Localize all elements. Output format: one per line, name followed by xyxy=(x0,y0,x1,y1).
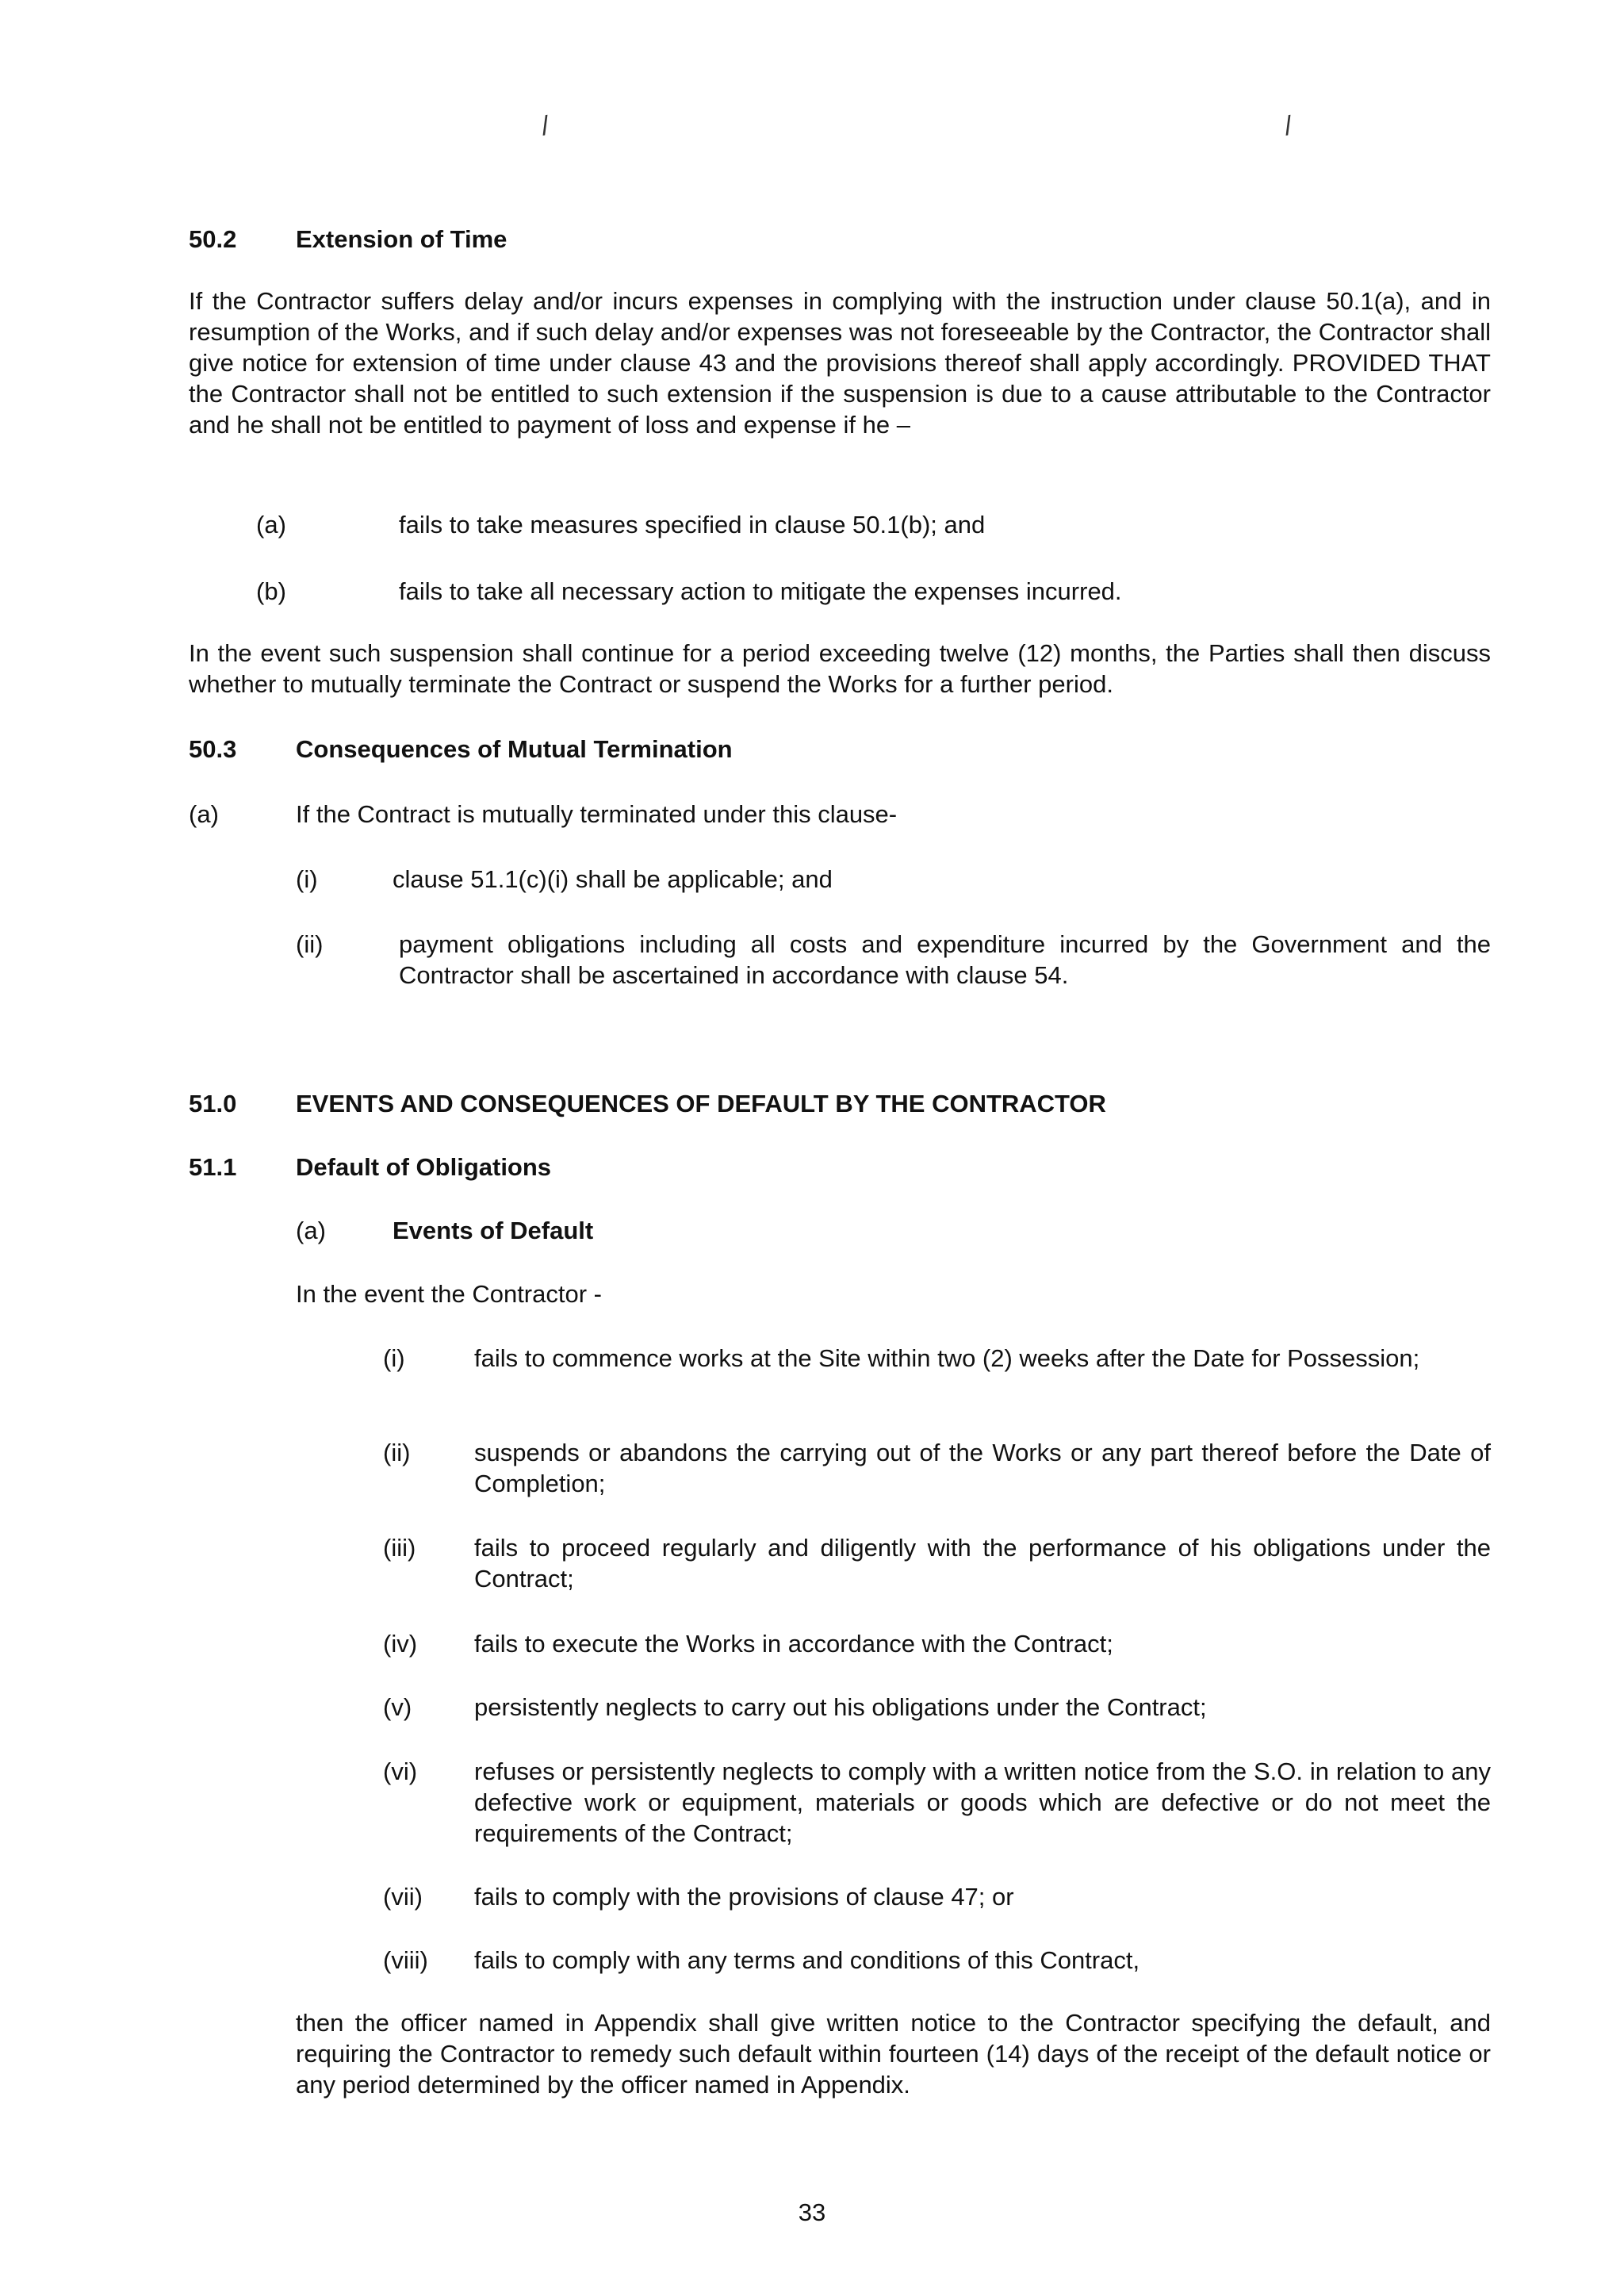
list-label: (a) xyxy=(189,800,219,828)
list-label: (b) xyxy=(256,577,286,605)
list-item: fails to take all necessary action to mitigate the expenses incurred. xyxy=(399,577,1122,605)
list-label: (ii) xyxy=(383,1439,411,1466)
pen-mark: / xyxy=(539,110,551,142)
list-item: fails to comply with the provisions of clause 47; or xyxy=(474,1883,1014,1911)
pen-mark: / xyxy=(1282,110,1294,142)
section-number: 50.3 xyxy=(189,735,237,763)
paragraph: In the event such suspension shall continue for a period exceeding twelve (12) months, the Parties shall then discuss whether to mutually terminate the Contract or suspend the Works for a further period. xyxy=(189,639,1491,698)
list-label: (v) xyxy=(383,1693,412,1721)
list-label: (i) xyxy=(383,1344,405,1372)
section-heading: EVENTS AND CONSEQUENCES OF DEFAULT BY THE CONTRACTOR xyxy=(296,1090,1106,1117)
page-number: 33 xyxy=(798,2198,826,2226)
list-label: (vii) xyxy=(383,1883,423,1911)
section-heading: Default of Obligations xyxy=(296,1153,552,1181)
section-number: 51.0 xyxy=(189,1090,237,1117)
list-item: refuses or persistently neglects to comply with a written notice from the S.O. in relation to any defective work or equipment, materials or goods which are defective or do not meet the requirements of the Contract; xyxy=(474,1757,1491,1847)
list-item: fails to execute the Works in accordance with the Contract; xyxy=(474,1630,1113,1658)
list-label: (a) xyxy=(256,511,286,539)
list-item: clause 51.1(c)(i) shall be applicable; and xyxy=(393,865,833,893)
list-label: (iv) xyxy=(383,1630,418,1658)
paragraph: If the Contractor suffers delay and/or incurs expenses in complying with the instruction under clause 50.1(a), and in resumption of the Works, and if such delay and/or expenses was not foreseeable by the Contractor, the Contractor shall give notice for extension of time under clause 43 and the provisions thereof shall apply accordingly. PROVIDED THAT the Contractor shall not be entitled to such extension if the suspension is due to a cause attributable to the Contractor and he shall not be entitled to payment of loss and expense if he – xyxy=(189,287,1491,439)
list-item: suspends or abandons the carrying out of the Works or any part thereof before the Date of Completion; xyxy=(474,1439,1491,1497)
list-item: fails to take measures specified in clause 50.1(b); and xyxy=(399,511,986,539)
section-heading: Extension of Time xyxy=(296,225,508,253)
list-label: (i) xyxy=(296,865,318,893)
list-label: (iii) xyxy=(383,1534,416,1562)
list-item: fails to comply with any terms and conditions of this Contract, xyxy=(474,1946,1140,1974)
section-number: 51.1 xyxy=(189,1153,237,1181)
list-label: (viii) xyxy=(383,1946,428,1974)
list-item: fails to commence works at the Site within two (2) weeks after the Date for Possession; xyxy=(474,1344,1420,1372)
list-item: persistently neglects to carry out his obligations under the Contract; xyxy=(474,1693,1207,1721)
list-item: If the Contract is mutually terminated under this clause- xyxy=(296,800,898,828)
paragraph: then the officer named in Appendix shall give written notice to the Contractor specifying the default, and requiring the Contractor to remedy such default within fourteen (14) days of the receipt of the default notice or any period determined by the officer named in Appendix. xyxy=(296,2009,1491,2099)
list-item: fails to proceed regularly and diligently with the performance of his obligations under the Contract; xyxy=(474,1534,1491,1593)
list-label: (ii) xyxy=(296,930,324,958)
list-label: (vi) xyxy=(383,1757,418,1785)
list-item: payment obligations including all costs and expenditure incurred by the Government and the Contractor shall be ascertained in accordance with clause 54. xyxy=(399,930,1491,989)
section-heading: Consequences of Mutual Termination xyxy=(296,735,733,763)
list-label: (a) xyxy=(296,1217,326,1244)
paragraph: In the event the Contractor - xyxy=(296,1280,602,1308)
section-number: 50.2 xyxy=(189,225,237,253)
subsection-heading: Events of Default xyxy=(393,1217,594,1244)
